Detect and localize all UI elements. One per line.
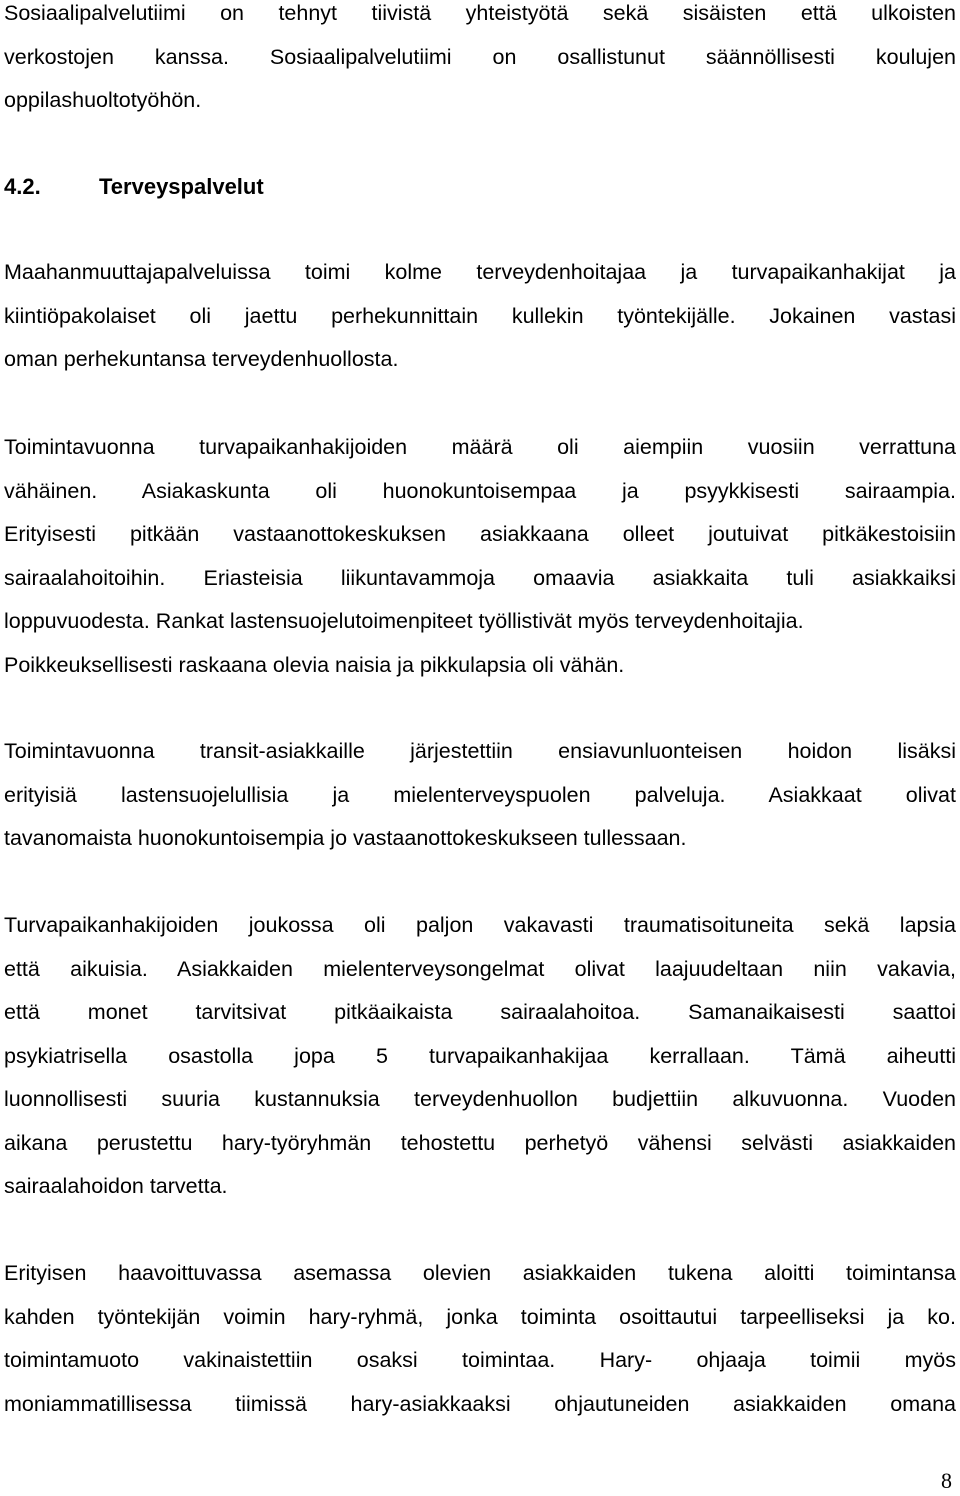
text-line: toimintamuoto vakinaistettiin osaksi toimintaa. Hary- ohjaaja toimii myös [4, 1348, 956, 1372]
section-title: Terveyspalvelut [99, 174, 264, 199]
text-line: Poikkeuksellisesti raskaana olevia naisia ja pikkulapsia oli vähän. [4, 652, 625, 677]
text-line: Maahanmuuttajapalveluissa toimi kolme terveydenhoitajaa ja turvapaikanhakijat ja [4, 260, 956, 284]
text-line: Toimintavuonna transit-asiakkaille järjestettiin ensiavunluonteisen hoidon lisäksi [4, 739, 956, 763]
text-line: Turvapaikanhakijoiden joukossa oli paljon vakavasti traumatisoituneita sekä lapsia [4, 913, 956, 937]
text-line: loppuvuodesta. Rankat lastensuojelutoimenpiteet työllistivät myös terveydenhoitajia. [4, 609, 804, 633]
text-line: että monet tarvitsivat pitkäaikaista sairaalahoitoa. Samanaikaisesti saattoi [4, 1000, 956, 1024]
text-line: kahden työntekijän voimin hary-ryhmä, jonka toiminta osoittautui tarpeelliseksi ja ko. [4, 1304, 956, 1329]
paragraph-health-nurses [4, 251, 956, 382]
text-line: moniammatillisessa tiimissä hary-asiakkaaksi ohjautuneiden asiakkaiden omana [4, 1391, 956, 1416]
text-line: Sosiaalipalvelutiimi on tehnyt tiivistä yhteistyötä sekä sisäisten että ulkoisten [4, 1, 956, 25]
text-line: vähäinen. Asiakaskunta oli huonokuntoisempaa ja psyykkisesti sairaampia. [4, 478, 956, 503]
text-line: kiintiöpakolaiset oli jaettu perhekunnittain kullekin työntekijälle. Jokainen vastasi [4, 303, 956, 328]
text-line: Erityisesti pitkään vastaanottokeskuksen asiakkaana olleet joutuivat pitkäkestoisiin [4, 522, 956, 546]
text-line: verkostojen kanssa. Sosiaalipalvelutiimi on osallistunut säännöllisesti koulujen [4, 44, 956, 69]
text-line: luonnollisesti suuria kustannuksia terveydenhuollon budjettiin alkuvuonna. Vuoden [4, 1087, 956, 1111]
paragraph-hary-group [4, 1252, 956, 1426]
page-number: 8 [941, 1468, 952, 1493]
paragraph-traumatized-clients [4, 904, 956, 1209]
text-line: tavanomaista huonokuntoisempia jo vastaanottokeskukseen tullessaan. [4, 826, 687, 850]
text-line: oppilashuoltotyöhön. [4, 88, 202, 112]
text-line: psykiatrisella osastolla jopa 5 turvapaikanhakijaa kerrallaan. Tämä aiheutti [4, 1043, 956, 1068]
text-line: aikana perustettu hary-työryhmän tehostettu perhetyö vähensi selvästi asiakkaiden [4, 1130, 956, 1155]
paragraph-asylum-seekers-year [4, 426, 956, 687]
paragraph-transit-clients [4, 730, 956, 861]
text-line: sairaalahoitoihin. Eriasteisia liikuntavammoja omaavia asiakkaita tuli asiakkaiksi [4, 565, 956, 590]
section-number: 4.2. [4, 174, 41, 199]
text-line: oman perhekuntansa terveydenhuollosta. [4, 347, 399, 371]
text-line: että aikuisia. Asiakkaiden mielenterveysongelmat olivat laajuudeltaan niin vakavia, [4, 956, 956, 981]
text-line: sairaalahoidon tarvetta. [4, 1174, 228, 1198]
text-line: erityisiä lastensuojelullisia ja mielenterveyspuolen palveluja. Asiakkaat olivat [4, 782, 956, 807]
section-heading [4, 165, 956, 208]
text-line: Erityisen haavoittuvassa asemassa olevien asiakkaiden tukena aloitti toimintansa [4, 1261, 956, 1285]
paragraph-social-services-cooperation [4, 0, 956, 123]
text-line: Toimintavuonna turvapaikanhakijoiden määrä oli aiempiin vuosiin verrattuna [4, 435, 956, 459]
